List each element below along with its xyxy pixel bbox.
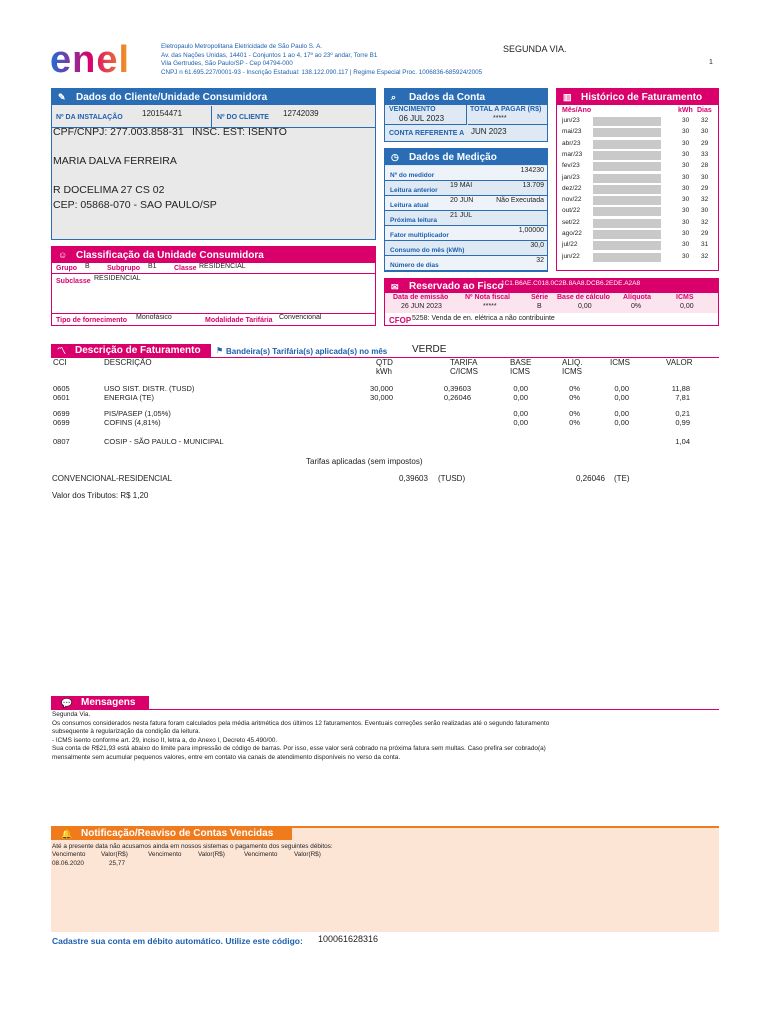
history-month: mai/23 xyxy=(562,128,582,136)
notice-col-6: Valor(R$) xyxy=(294,851,321,858)
cfop-label: CFOP xyxy=(389,316,412,325)
billing-base: 0,00 xyxy=(513,409,528,418)
billing-valor: 0,99 xyxy=(675,418,690,427)
history-kwh: 30 xyxy=(682,218,690,226)
insc-est: INSC. EST: ISENTO xyxy=(192,126,287,138)
history-month: ago/22 xyxy=(562,230,582,237)
measure-row xyxy=(385,196,547,211)
history-month: out/22 xyxy=(562,207,581,215)
billing-base: 0,00 xyxy=(513,393,528,402)
measure-row xyxy=(385,181,547,196)
history-bar xyxy=(593,151,661,160)
company-address-1: Av. das Nações Unidas, 14401 - Conjuntos 1 ao 4, 17º ao 23º andar, Torre B1 xyxy=(161,51,378,59)
message-line: Sua conta de R$21,93 está abaixo do limite para impressão de código de barras. Por isso, esse valor será cobrado na próxima fatura sem multas. Caso prefira ser cobrado(a) xyxy=(52,745,546,752)
history-bar xyxy=(593,230,661,239)
billing-desc: PIS/PASEP (1,05%) xyxy=(104,409,171,418)
notice-date: 08.06.2020 xyxy=(52,860,84,867)
clock-icon: ◷ xyxy=(391,152,399,162)
history-days: 31 xyxy=(701,241,709,249)
install-number: 120154471 xyxy=(142,109,183,118)
history-month: mar/23 xyxy=(562,150,583,158)
fisco-col-base: Base de cálculo xyxy=(557,294,610,301)
due-label: VENCIMENTO xyxy=(389,106,436,113)
history-kwh: 30 xyxy=(682,230,690,237)
col-base-2: ICMS xyxy=(510,367,530,376)
tariff-name: CONVENCIONAL-RESIDENCIAL xyxy=(52,474,173,483)
notice-panel xyxy=(51,826,719,932)
modal-label: Modalidade Tarifária xyxy=(205,317,273,324)
company-tax: CNPJ n 61.695.227/0001-93 - Inscrição Estadual: 138.122.090.117 | Regime Especial Proc. 1006836-685924/2005 xyxy=(161,68,483,76)
client-panel xyxy=(51,88,376,240)
classe: RESIDENCIAL xyxy=(199,263,246,270)
col-tarifa: TARIFA xyxy=(450,358,478,367)
measure-label: Consumo do mês (kWh) xyxy=(390,247,465,254)
measure-label: Próxima leitura xyxy=(390,217,437,224)
history-bar-track xyxy=(593,230,661,239)
billing-valor: 11,88 xyxy=(671,384,690,393)
measure-right: 30,0 xyxy=(530,242,544,249)
fisco-emissao: 26 JUN 2023 xyxy=(401,303,442,310)
billing-base: 0,00 xyxy=(513,384,528,393)
history-kwh: 30 xyxy=(682,139,690,147)
history-days: 29 xyxy=(701,230,709,237)
history-kwh: 30 xyxy=(682,252,690,260)
history-row xyxy=(557,173,718,184)
billing-row xyxy=(52,393,719,403)
history-month: nov/22 xyxy=(562,196,582,204)
history-days: 33 xyxy=(701,150,709,158)
tributos: Valor dos Tributos: R$ 1,20 xyxy=(52,491,149,500)
billing-row xyxy=(52,418,719,428)
tariff-tusd: 0,39603 xyxy=(399,474,428,483)
history-row xyxy=(557,127,718,138)
billing-header-bar xyxy=(51,344,719,358)
history-bar xyxy=(593,253,661,262)
col-tarifa-2: C/ICMS xyxy=(450,367,478,376)
subgrupo-label: Subgrupo xyxy=(107,265,141,272)
col-qtd-unit: kWh xyxy=(376,367,392,376)
col-desc: DESCRIÇÃO xyxy=(104,358,152,367)
history-row xyxy=(557,139,718,150)
client-header: Dados do Cliente/Unidade Consumidora xyxy=(76,92,268,103)
measure-left: 20 JUN xyxy=(450,197,474,204)
notice-value: 25,77 xyxy=(109,860,125,867)
billing-header: Descrição de Faturamento xyxy=(75,345,201,356)
history-row xyxy=(557,229,718,240)
history-bar xyxy=(593,140,661,149)
billing-icms: 0,00 xyxy=(614,384,629,393)
history-bar xyxy=(593,241,661,250)
notice-col-1: Vencimento xyxy=(52,851,86,858)
history-kwh: 30 xyxy=(682,117,690,124)
col-qtd: QTD xyxy=(376,358,393,367)
billing-aliq: 0% xyxy=(569,418,580,427)
history-kwh: 30 xyxy=(682,150,690,158)
bell-icon: 🔔 xyxy=(61,829,73,839)
client-street: R DOCELIMA 27 CS 02 xyxy=(53,184,165,196)
col-aliq-2: ICMS xyxy=(562,367,582,376)
history-month: jun/23 xyxy=(562,117,580,124)
tariff-te: 0,26046 xyxy=(576,474,605,483)
history-kwh: 30 xyxy=(682,184,690,192)
message-line: subsequente à regularização da condição da leitura. xyxy=(52,728,201,735)
billing-desc: USO SIST. DISTR. (TUSD) xyxy=(104,384,195,393)
client-name: MARIA DALVA FERREIRA xyxy=(53,155,177,167)
col-valor: VALOR xyxy=(666,358,693,367)
billing-desc: COFINS (4,81%) xyxy=(104,418,161,427)
history-bar xyxy=(593,117,661,126)
history-days: 29 xyxy=(701,139,709,147)
fisco-nota: ***** xyxy=(483,303,497,310)
measure-left: 19 MAI xyxy=(450,182,473,189)
measure-label: Fator multiplicador xyxy=(390,232,449,239)
history-month: jun/22 xyxy=(562,252,580,260)
history-bar-track xyxy=(593,196,661,205)
footer-code: 100061628316 xyxy=(318,934,379,944)
history-bar-track xyxy=(593,151,661,160)
notice-col-3: Vencimento xyxy=(148,851,182,858)
notice-header: Notificação/Reaviso de Contas Vencidas xyxy=(81,828,274,839)
measure-label: Nº do medidor xyxy=(390,172,435,179)
fisco-serie: B xyxy=(537,303,542,310)
search-icon: ⌕ xyxy=(391,92,397,102)
measure-header: Dados de Medição xyxy=(409,152,497,163)
history-bar xyxy=(593,196,661,205)
billing-icms: 0,00 xyxy=(614,418,629,427)
notice-col-2: Valor(R$) xyxy=(101,851,128,858)
fisco-col-emissao: Data de emissão xyxy=(393,294,449,301)
history-month: jul/22 xyxy=(562,241,578,249)
message-line: Os consumos considerados nesta fatura foram calculados pela média aritmética dos últimos 12 faturamentos. Eventuais correções serão realizadas até o segundo faturamento xyxy=(52,719,550,727)
fisco-col-aliq: Alíquota xyxy=(623,294,651,301)
history-kwh: 30 xyxy=(682,128,690,136)
forn: Monofásico xyxy=(136,314,172,321)
subclasse-label: Subclasse xyxy=(56,278,91,285)
history-row xyxy=(557,116,718,127)
history-bar-track xyxy=(593,253,661,262)
billing-desc: ENERGIA (TE) xyxy=(104,393,155,402)
history-col-kwh: kWh xyxy=(678,107,693,114)
doc-title: SEGUNDA VIA. xyxy=(503,44,567,54)
fisco-col-icms: ICMS xyxy=(676,294,694,301)
modal: Convencional xyxy=(279,314,322,321)
account-panel xyxy=(384,88,548,142)
fisco-icon: ✉ xyxy=(391,282,399,292)
notice-col-5: Vencimento xyxy=(244,851,278,858)
measure-right: 32 xyxy=(536,257,544,264)
history-row xyxy=(557,195,718,206)
measure-row xyxy=(385,166,547,181)
account-header: Dados da Conta xyxy=(409,92,486,103)
col-icms: ICMS xyxy=(610,358,630,367)
col-aliq: ALIQ. xyxy=(562,358,583,367)
fisco-aliq: 0% xyxy=(631,303,642,310)
history-kwh: 30 xyxy=(682,207,690,215)
history-days: 29 xyxy=(701,184,709,192)
ref-label: CONTA REFERENTE A xyxy=(389,130,465,137)
billing-cci: 0699 xyxy=(53,418,70,427)
history-month: jan/23 xyxy=(562,173,580,181)
history-bar-track xyxy=(593,117,661,126)
billing-qtd: 30,000 xyxy=(370,393,393,402)
history-kwh: 30 xyxy=(682,173,690,181)
billing-icms: 0,00 xyxy=(614,409,629,418)
subgrupo: B1 xyxy=(148,263,157,270)
due-date: 06 JUL 2023 xyxy=(399,114,445,123)
measure-row xyxy=(385,256,547,271)
history-row xyxy=(557,150,718,161)
tariffs-title: Tarifas aplicadas (sem impostos) xyxy=(306,457,423,466)
history-bar xyxy=(593,219,661,228)
measure-row xyxy=(385,226,547,241)
company-address-2: Vila Gertrudes, São Paulo/SP - Cep 04794-000 xyxy=(161,60,293,67)
history-kwh: 30 xyxy=(682,196,690,204)
ref-value: JUN 2023 xyxy=(471,127,507,136)
history-month: dez/22 xyxy=(562,184,582,192)
history-bar-track xyxy=(593,219,661,228)
measure-row xyxy=(385,241,547,256)
history-bar xyxy=(593,185,661,194)
measure-right: 1,00000 xyxy=(518,227,544,234)
billing-base: 0,00 xyxy=(513,418,528,427)
messages-header-bar xyxy=(51,696,719,710)
history-bar xyxy=(593,207,661,216)
history-days: 28 xyxy=(701,162,709,170)
billing-valor: 0,21 xyxy=(675,409,690,418)
history-header: Histórico de Faturamento xyxy=(581,92,703,103)
history-month: set/22 xyxy=(562,218,580,226)
billing-cci: 0601 xyxy=(53,393,70,402)
subclasse: RESIDENCIAL xyxy=(94,275,141,282)
flag-icon: ⚑ xyxy=(216,346,224,355)
cpf: CPF/CNPJ: 277.003.858-31 xyxy=(53,126,184,138)
billing-valor: 1,04 xyxy=(675,437,690,446)
fisco-header: Reservado ao Fisco xyxy=(409,281,504,292)
history-bar xyxy=(593,162,661,171)
history-bar xyxy=(593,174,661,183)
billing-aliq: 0% xyxy=(569,384,580,393)
measure-row xyxy=(385,211,547,226)
billing-valor: 7,81 xyxy=(675,393,690,402)
client-cep: CEP: 05868-070 - SAO PAULO/SP xyxy=(53,199,217,211)
billing-cci: 0807 xyxy=(53,437,70,446)
history-bar-track xyxy=(593,174,661,183)
history-col-days: Dias xyxy=(697,107,712,114)
page-number: 1 xyxy=(709,59,713,66)
pencil-icon: ✎ xyxy=(58,92,66,102)
history-bar-track xyxy=(593,128,661,137)
history-bar-track xyxy=(593,162,661,171)
total-value: ***** xyxy=(493,115,507,122)
fisco-base: 0,00 xyxy=(578,303,592,310)
message-line: mensalmente sem acumular pequenos valores, entre em contato via canais de atendimento disponíveis no verso da conta. xyxy=(52,753,401,761)
classif-panel xyxy=(51,246,376,326)
billing-aliq: 0% xyxy=(569,409,580,418)
billing-tarifa: 0,39603 xyxy=(443,384,471,393)
billing-tarifa: 0,26046 xyxy=(443,393,471,402)
billing-columns xyxy=(52,358,719,378)
history-row xyxy=(557,252,718,263)
history-row xyxy=(557,206,718,217)
fisco-col-nota: Nº Nota fiscal xyxy=(465,294,510,301)
billing-cci: 0605 xyxy=(53,384,70,393)
history-panel xyxy=(556,88,719,271)
history-col-month: Mês/Ano xyxy=(562,107,592,114)
flag-value: VERDE xyxy=(412,344,447,355)
history-days: 32 xyxy=(701,117,709,124)
history-days: 30 xyxy=(701,128,709,136)
history-month: abr/23 xyxy=(562,139,581,147)
fisco-col-serie: Série xyxy=(531,294,549,301)
message-line: Segunda Via. xyxy=(52,711,91,718)
measure-panel xyxy=(384,148,548,272)
company-name: Eletropaulo Metropolitana Eletricidade de São Paulo S. A. xyxy=(161,43,323,50)
history-bar-track xyxy=(593,241,661,250)
install-label: Nº DA INSTALAÇÃO xyxy=(56,114,123,121)
history-days: 32 xyxy=(701,218,709,226)
tariff-tusd-label: (TUSD) xyxy=(438,474,466,483)
history-kwh: 30 xyxy=(682,162,690,170)
client-number: 12742039 xyxy=(283,109,319,118)
message-line: - ICMS isento conforme art. 29, inciso II, letra a, do Anexo I, Decreto 45.490/00. xyxy=(52,736,278,744)
billing-cci: 0699 xyxy=(53,409,70,418)
history-days: 30 xyxy=(701,173,709,181)
notice-text: Até a presente data não acusamos ainda em nossos sistemas o pagamento dos seguintes débitos: xyxy=(52,843,333,850)
fisco-code: 1C1.B6AE.C018.0C2B.8AA8.DCB6.2EDE.A2A8 xyxy=(501,280,641,287)
bar-chart-icon: ▥ xyxy=(563,92,572,102)
billing-icms: 0,00 xyxy=(614,393,629,402)
footer-label: Cadastre sua conta em débito automático. Utilize este código: xyxy=(52,936,303,946)
total-label: TOTAL A PAGAR (R$) xyxy=(470,106,542,113)
history-bar xyxy=(593,128,661,137)
fisco-panel xyxy=(384,278,719,326)
chat-icon: 💬 xyxy=(61,698,73,708)
history-row xyxy=(557,240,718,251)
col-base: BASE xyxy=(510,358,532,367)
classe-label: Classe xyxy=(174,265,197,272)
forn-label: Tipo de fornecimento xyxy=(56,317,128,324)
history-bar-track xyxy=(593,185,661,194)
measure-right: 134230 xyxy=(520,167,544,174)
messages-header: Mensagens xyxy=(81,697,136,708)
billing-row xyxy=(52,437,719,447)
history-kwh: 30 xyxy=(682,241,690,249)
billing-aliq: 0% xyxy=(569,393,580,402)
measure-label: Leitura anterior xyxy=(390,187,438,194)
history-row xyxy=(557,161,718,172)
measure-right: Não Executada xyxy=(496,197,544,204)
cfop-value: 5258: Venda de en. elétrica a não contribuinte xyxy=(412,315,555,322)
history-bar-track xyxy=(593,207,661,216)
history-days: 32 xyxy=(701,196,709,204)
history-row xyxy=(557,184,718,195)
fisco-icms: 0,00 xyxy=(680,303,694,310)
measure-right: 13.709 xyxy=(522,182,544,189)
grupo-label: Grupo xyxy=(56,265,77,272)
col-cci: CCI xyxy=(53,358,67,367)
history-row xyxy=(557,218,718,229)
flag-label: Bandeira(s) Tarifária(s) aplicada(s) no mês xyxy=(226,347,388,356)
history-days: 30 xyxy=(701,207,709,215)
billing-desc: COSIP - SÃO PAULO - MUNICIPAL xyxy=(104,437,224,446)
measure-left: 21 JUL xyxy=(450,212,473,219)
measure-label: Leitura atual xyxy=(390,202,429,209)
client-no-label: Nº DO CLIENTE xyxy=(217,114,269,121)
history-days: 32 xyxy=(701,252,709,260)
trend-icon: 〽 xyxy=(57,346,67,356)
history-bar-track xyxy=(593,140,661,149)
grupo: B xyxy=(85,263,90,270)
enel-logo: enel xyxy=(50,39,131,81)
classif-header: Classificação da Unidade Consumidora xyxy=(76,250,264,261)
history-month: fev/23 xyxy=(562,162,580,170)
measure-label: Número de dias xyxy=(390,262,439,269)
notice-col-4: Valor(R$) xyxy=(198,851,225,858)
billing-qtd: 30,000 xyxy=(370,384,393,393)
user-icon: ☺ xyxy=(58,250,68,260)
tariff-te-label: (TE) xyxy=(614,474,630,483)
